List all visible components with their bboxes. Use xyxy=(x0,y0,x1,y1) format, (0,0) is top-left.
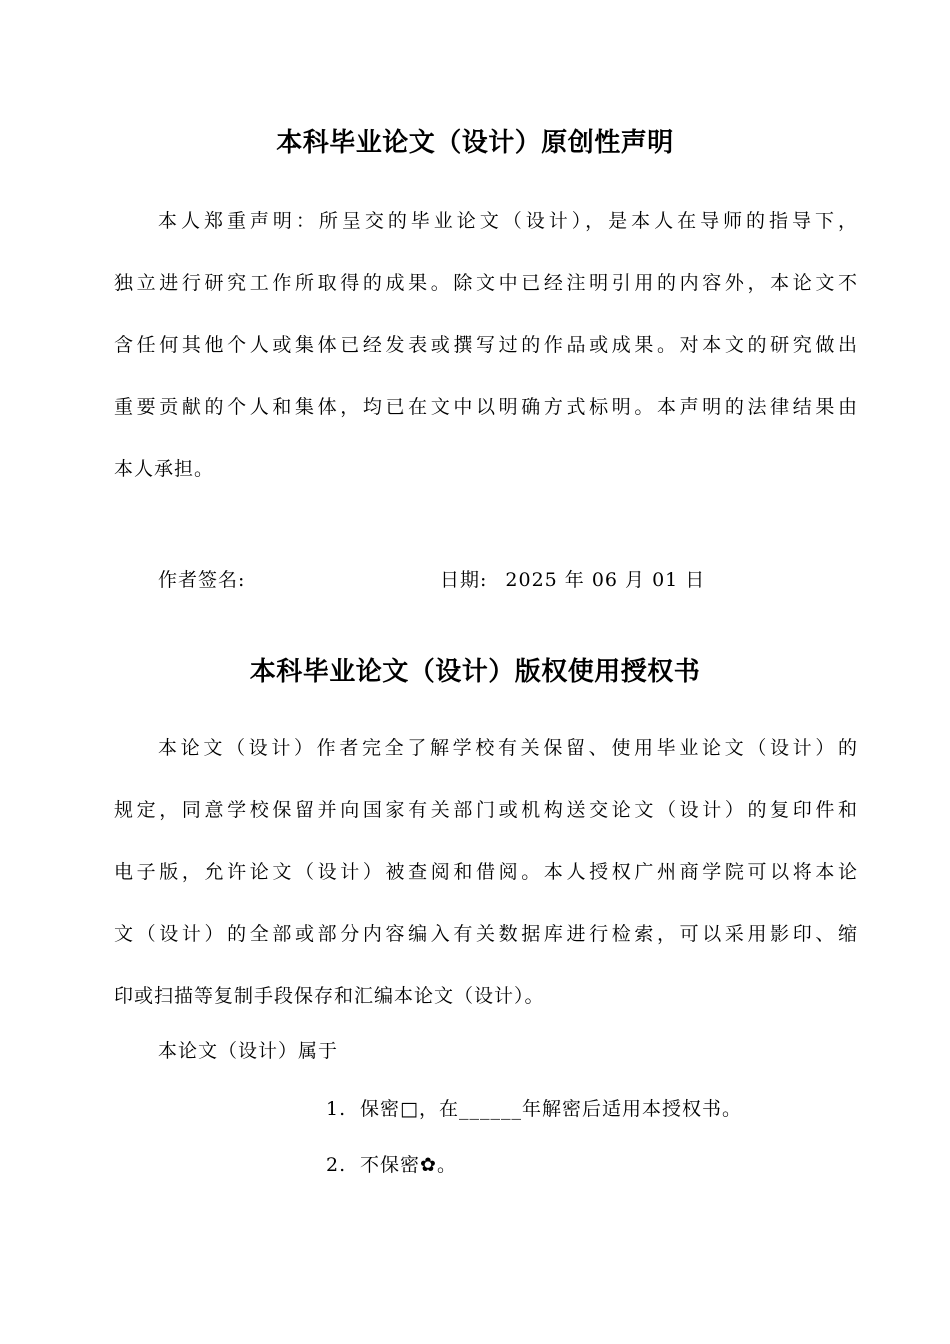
signature-row xyxy=(158,565,705,592)
declaration-line-1: 本人郑重声明：所呈交的毕业论文（设计），是本人在导师的指导下， xyxy=(158,210,858,232)
authorization-line-4: 文（设计）的全部或部分内容编入有关数据库进行检索，可以采用影印、缩 xyxy=(114,923,858,945)
authorization-title: 本科毕业论文（设计）版权使用授权书 xyxy=(249,657,701,687)
authorization-line-5: 印或扫描等复制手段保存和汇编本论文（设计）。 xyxy=(114,985,545,1007)
option-text: 不保密 xyxy=(360,1154,421,1176)
declaration-line-2: 独立进行研究工作所取得的成果。除文中已经注明引用的内容外，本论文不 xyxy=(114,272,858,294)
declaration-title: 本科毕业论文（设计）原创性声明 xyxy=(276,128,674,158)
authorization-paragraph xyxy=(114,717,858,1027)
date-label: 日期: xyxy=(440,569,488,591)
declaration-line-3: 含任何其他个人或集体已经发表或撰写过的作品或成果。对本文的研究做出 xyxy=(114,334,858,356)
option-number: 2. xyxy=(326,1154,347,1176)
checkbox-empty-icon[interactable]: □ xyxy=(400,1098,419,1120)
option-text: 保密 xyxy=(360,1098,401,1120)
option-text-after: ，在______年解密后适用本授权书。 xyxy=(418,1098,742,1120)
declaration-paragraph xyxy=(114,190,858,500)
flower-mark-icon[interactable]: ✿ xyxy=(420,1154,437,1176)
signature-label: 作者签名: xyxy=(158,569,246,591)
belongs-label: 本论文（设计）属于 xyxy=(158,1040,339,1062)
authorization-line-3: 电子版，允许论文（设计）被查阅和借阅。本人授权广州商学院可以将本论 xyxy=(114,861,858,883)
declaration-line-5: 本人承担。 xyxy=(114,458,215,480)
option-non-confidential xyxy=(326,1150,457,1177)
authorization-line-1: 本论文（设计）作者完全了解学校有关保留、使用毕业论文（设计）的 xyxy=(158,737,858,759)
option-confidential xyxy=(326,1094,742,1121)
option-number: 1. xyxy=(326,1098,347,1120)
authorization-line-2: 规定，同意学校保留并向国家有关部门或机构送交论文（设计）的复印件和 xyxy=(114,799,858,821)
declaration-line-4: 重要贡献的个人和集体，均已在文中以明确方式标明。本声明的法律结果由 xyxy=(114,396,858,418)
option-text-after: 。 xyxy=(436,1154,457,1176)
date-value: 2025 年 06 月 01 日 xyxy=(505,569,706,591)
